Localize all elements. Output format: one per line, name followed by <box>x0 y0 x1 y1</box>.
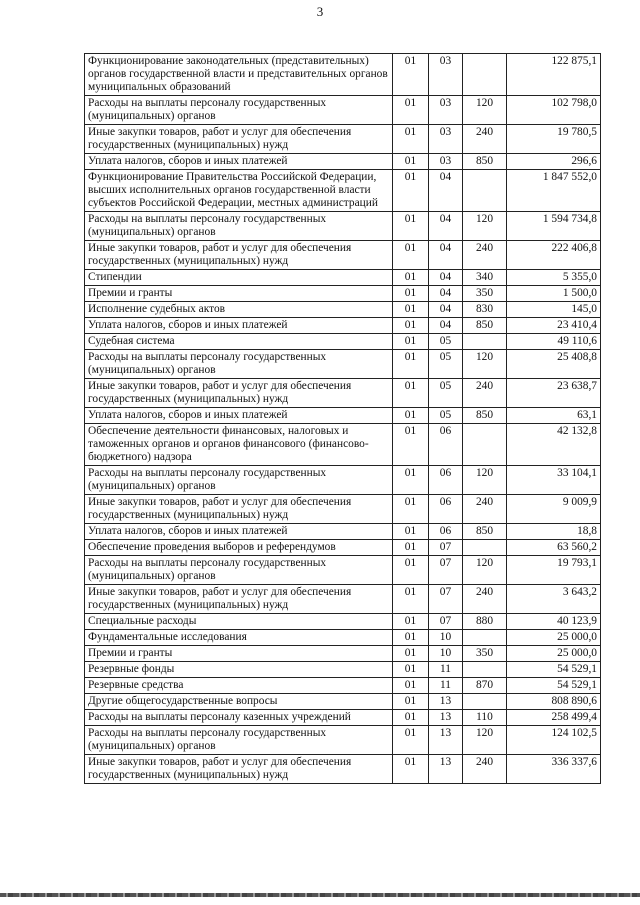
section-code-cell: 01 <box>393 726 429 755</box>
subsection-code-cell: 04 <box>429 318 463 334</box>
subsection-code-cell: 13 <box>429 755 463 784</box>
row-name-cell: Специальные расходы <box>85 614 393 630</box>
subsection-code-cell: 06 <box>429 524 463 540</box>
subsection-code-cell: 10 <box>429 630 463 646</box>
expense-type-code-cell: 850 <box>463 318 507 334</box>
expense-type-code-cell: 240 <box>463 241 507 270</box>
table-body <box>85 54 601 784</box>
section-code-cell: 01 <box>393 495 429 524</box>
subsection-code-cell: 06 <box>429 424 463 466</box>
section-code-cell: 01 <box>393 662 429 678</box>
row-name-cell: Уплата налогов, сборов и иных платежей <box>85 408 393 424</box>
subsection-code-cell: 07 <box>429 585 463 614</box>
amount-cell: 63 560,2 <box>507 540 601 556</box>
amount-cell: 42 132,8 <box>507 424 601 466</box>
subsection-code-cell: 04 <box>429 170 463 212</box>
expense-type-code-cell <box>463 334 507 350</box>
section-code-cell: 01 <box>393 678 429 694</box>
section-code-cell: 01 <box>393 424 429 466</box>
expense-type-code-cell: 350 <box>463 646 507 662</box>
amount-cell: 808 890,6 <box>507 694 601 710</box>
table-row <box>85 556 601 585</box>
section-code-cell: 01 <box>393 556 429 585</box>
amount-cell: 5 355,0 <box>507 270 601 286</box>
row-name-cell: Расходы на выплаты персоналу казенных учреждений <box>85 710 393 726</box>
amount-cell: 222 406,8 <box>507 241 601 270</box>
section-code-cell: 01 <box>393 212 429 241</box>
amount-cell: 33 104,1 <box>507 466 601 495</box>
budget-table <box>84 53 601 784</box>
table-row <box>85 350 601 379</box>
table-row <box>85 646 601 662</box>
table-row <box>85 495 601 524</box>
table-row <box>85 334 601 350</box>
section-code-cell: 01 <box>393 170 429 212</box>
row-name-cell: Резервные средства <box>85 678 393 694</box>
amount-cell: 258 499,4 <box>507 710 601 726</box>
subsection-code-cell: 04 <box>429 212 463 241</box>
section-code-cell: 01 <box>393 270 429 286</box>
section-code-cell: 01 <box>393 334 429 350</box>
row-name-cell: Обеспечение проведения выборов и референдумов <box>85 540 393 556</box>
expense-type-code-cell: 110 <box>463 710 507 726</box>
table-row <box>85 614 601 630</box>
row-name-cell: Уплата налогов, сборов и иных платежей <box>85 154 393 170</box>
section-code-cell: 01 <box>393 125 429 154</box>
subsection-code-cell: 13 <box>429 694 463 710</box>
table-row <box>85 585 601 614</box>
expense-type-code-cell <box>463 170 507 212</box>
expense-type-code-cell: 120 <box>463 556 507 585</box>
expense-type-code-cell <box>463 424 507 466</box>
amount-cell: 54 529,1 <box>507 678 601 694</box>
subsection-code-cell: 04 <box>429 241 463 270</box>
table-row <box>85 424 601 466</box>
section-code-cell: 01 <box>393 710 429 726</box>
page-number: 3 <box>316 4 324 19</box>
expense-type-code-cell <box>463 630 507 646</box>
expense-type-code-cell <box>463 54 507 96</box>
amount-cell: 25 408,8 <box>507 350 601 379</box>
section-code-cell: 01 <box>393 302 429 318</box>
table-row <box>85 524 601 540</box>
expense-type-code-cell <box>463 662 507 678</box>
table-row <box>85 212 601 241</box>
amount-cell: 23 638,7 <box>507 379 601 408</box>
expense-type-code-cell <box>463 694 507 710</box>
table-row <box>85 54 601 96</box>
table-row <box>85 125 601 154</box>
amount-cell: 124 102,5 <box>507 726 601 755</box>
row-name-cell: Иные закупки товаров, работ и услуг для обеспечения государственных (муниципальных) нужд <box>85 379 393 408</box>
expense-type-code-cell: 240 <box>463 379 507 408</box>
row-name-cell: Иные закупки товаров, работ и услуг для обеспечения государственных (муниципальных) нужд <box>85 241 393 270</box>
amount-cell: 102 798,0 <box>507 96 601 125</box>
table-row <box>85 678 601 694</box>
bottom-scan-edge <box>0 893 640 897</box>
subsection-code-cell: 13 <box>429 726 463 755</box>
row-name-cell: Функционирование Правительства Российской Федерации, высших исполнительных органов государственной власти субъектов Российской Федерации, местных администраций <box>85 170 393 212</box>
section-code-cell: 01 <box>393 524 429 540</box>
subsection-code-cell: 05 <box>429 334 463 350</box>
row-name-cell: Функционирование законодательных (представительных) органов государственной власти и представительных органов муниципальных образований <box>85 54 393 96</box>
subsection-code-cell: 06 <box>429 495 463 524</box>
expense-type-code-cell: 240 <box>463 125 507 154</box>
row-name-cell: Обеспечение деятельности финансовых, налоговых и таможенных органов и органов финансового (финансово-бюджетного) надзора <box>85 424 393 466</box>
table-row <box>85 408 601 424</box>
row-name-cell: Премии и гранты <box>85 646 393 662</box>
subsection-code-cell: 04 <box>429 270 463 286</box>
amount-cell: 9 009,9 <box>507 495 601 524</box>
table-row <box>85 286 601 302</box>
table-row <box>85 694 601 710</box>
row-name-cell: Иные закупки товаров, работ и услуг для обеспечения государственных (муниципальных) нужд <box>85 755 393 784</box>
section-code-cell: 01 <box>393 350 429 379</box>
subsection-code-cell: 11 <box>429 662 463 678</box>
table-row <box>85 755 601 784</box>
table-row <box>85 154 601 170</box>
table-row <box>85 318 601 334</box>
table-row <box>85 170 601 212</box>
subsection-code-cell: 03 <box>429 96 463 125</box>
row-name-cell: Судебная система <box>85 334 393 350</box>
expense-type-code-cell <box>463 540 507 556</box>
section-code-cell: 01 <box>393 154 429 170</box>
table-row <box>85 302 601 318</box>
table-row <box>85 96 601 125</box>
amount-cell: 23 410,4 <box>507 318 601 334</box>
row-name-cell: Стипендии <box>85 270 393 286</box>
row-name-cell: Расходы на выплаты персоналу государственных (муниципальных) органов <box>85 726 393 755</box>
section-code-cell: 01 <box>393 96 429 125</box>
section-code-cell: 01 <box>393 286 429 302</box>
amount-cell: 19 780,5 <box>507 125 601 154</box>
expense-type-code-cell: 120 <box>463 96 507 125</box>
amount-cell: 122 875,1 <box>507 54 601 96</box>
amount-cell: 19 793,1 <box>507 556 601 585</box>
amount-cell: 63,1 <box>507 408 601 424</box>
row-name-cell: Премии и гранты <box>85 286 393 302</box>
table-row <box>85 379 601 408</box>
row-name-cell: Расходы на выплаты персоналу государственных (муниципальных) органов <box>85 212 393 241</box>
row-name-cell: Иные закупки товаров, работ и услуг для обеспечения государственных (муниципальных) нужд <box>85 125 393 154</box>
expense-type-code-cell: 240 <box>463 495 507 524</box>
amount-cell: 1 594 734,8 <box>507 212 601 241</box>
row-name-cell: Уплата налогов, сборов и иных платежей <box>85 524 393 540</box>
section-code-cell: 01 <box>393 318 429 334</box>
expense-type-code-cell: 830 <box>463 302 507 318</box>
amount-cell: 25 000,0 <box>507 630 601 646</box>
row-name-cell: Другие общегосударственные вопросы <box>85 694 393 710</box>
amount-cell: 40 123,9 <box>507 614 601 630</box>
subsection-code-cell: 07 <box>429 614 463 630</box>
expense-type-code-cell: 120 <box>463 466 507 495</box>
section-code-cell: 01 <box>393 614 429 630</box>
expense-type-code-cell: 120 <box>463 726 507 755</box>
expense-type-code-cell: 850 <box>463 408 507 424</box>
row-name-cell: Уплата налогов, сборов и иных платежей <box>85 318 393 334</box>
amount-cell: 336 337,6 <box>507 755 601 784</box>
amount-cell: 1 500,0 <box>507 286 601 302</box>
row-name-cell: Резервные фонды <box>85 662 393 678</box>
table-row <box>85 710 601 726</box>
row-name-cell: Иные закупки товаров, работ и услуг для обеспечения государственных (муниципальных) нужд <box>85 495 393 524</box>
expense-type-code-cell: 350 <box>463 286 507 302</box>
subsection-code-cell: 04 <box>429 286 463 302</box>
expense-type-code-cell: 120 <box>463 212 507 241</box>
subsection-code-cell: 04 <box>429 302 463 318</box>
section-code-cell: 01 <box>393 241 429 270</box>
table-row <box>85 540 601 556</box>
section-code-cell: 01 <box>393 408 429 424</box>
row-name-cell: Расходы на выплаты персоналу государственных (муниципальных) органов <box>85 96 393 125</box>
table-row <box>85 662 601 678</box>
expense-type-code-cell: 120 <box>463 350 507 379</box>
subsection-code-cell: 10 <box>429 646 463 662</box>
section-code-cell: 01 <box>393 585 429 614</box>
table-row <box>85 241 601 270</box>
section-code-cell: 01 <box>393 540 429 556</box>
subsection-code-cell: 13 <box>429 710 463 726</box>
section-code-cell: 01 <box>393 379 429 408</box>
expense-type-code-cell: 850 <box>463 524 507 540</box>
amount-cell: 18,8 <box>507 524 601 540</box>
amount-cell: 296,6 <box>507 154 601 170</box>
subsection-code-cell: 03 <box>429 125 463 154</box>
subsection-code-cell: 05 <box>429 350 463 379</box>
section-code-cell: 01 <box>393 755 429 784</box>
subsection-code-cell: 05 <box>429 408 463 424</box>
amount-cell: 54 529,1 <box>507 662 601 678</box>
section-code-cell: 01 <box>393 646 429 662</box>
subsection-code-cell: 03 <box>429 54 463 96</box>
row-name-cell: Расходы на выплаты персоналу государственных (муниципальных) органов <box>85 466 393 495</box>
row-name-cell: Фундаментальные исследования <box>85 630 393 646</box>
subsection-code-cell: 07 <box>429 540 463 556</box>
subsection-code-cell: 06 <box>429 466 463 495</box>
expense-type-code-cell: 880 <box>463 614 507 630</box>
subsection-code-cell: 11 <box>429 678 463 694</box>
section-code-cell: 01 <box>393 466 429 495</box>
subsection-code-cell: 03 <box>429 154 463 170</box>
subsection-code-cell: 07 <box>429 556 463 585</box>
row-name-cell: Исполнение судебных актов <box>85 302 393 318</box>
table-row <box>85 630 601 646</box>
section-code-cell: 01 <box>393 630 429 646</box>
expense-type-code-cell: 870 <box>463 678 507 694</box>
amount-cell: 3 643,2 <box>507 585 601 614</box>
row-name-cell: Расходы на выплаты персоналу государственных (муниципальных) органов <box>85 350 393 379</box>
section-code-cell: 01 <box>393 54 429 96</box>
expense-type-code-cell: 340 <box>463 270 507 286</box>
subsection-code-cell: 05 <box>429 379 463 408</box>
row-name-cell: Расходы на выплаты персоналу государственных (муниципальных) органов <box>85 556 393 585</box>
amount-cell: 49 110,6 <box>507 334 601 350</box>
table-row <box>85 466 601 495</box>
amount-cell: 145,0 <box>507 302 601 318</box>
amount-cell: 1 847 552,0 <box>507 170 601 212</box>
expense-type-code-cell: 850 <box>463 154 507 170</box>
section-code-cell: 01 <box>393 694 429 710</box>
row-name-cell: Иные закупки товаров, работ и услуг для обеспечения государственных (муниципальных) нужд <box>85 585 393 614</box>
expense-type-code-cell: 240 <box>463 755 507 784</box>
table-row <box>85 726 601 755</box>
table-row <box>85 270 601 286</box>
amount-cell: 25 000,0 <box>507 646 601 662</box>
expense-type-code-cell: 240 <box>463 585 507 614</box>
